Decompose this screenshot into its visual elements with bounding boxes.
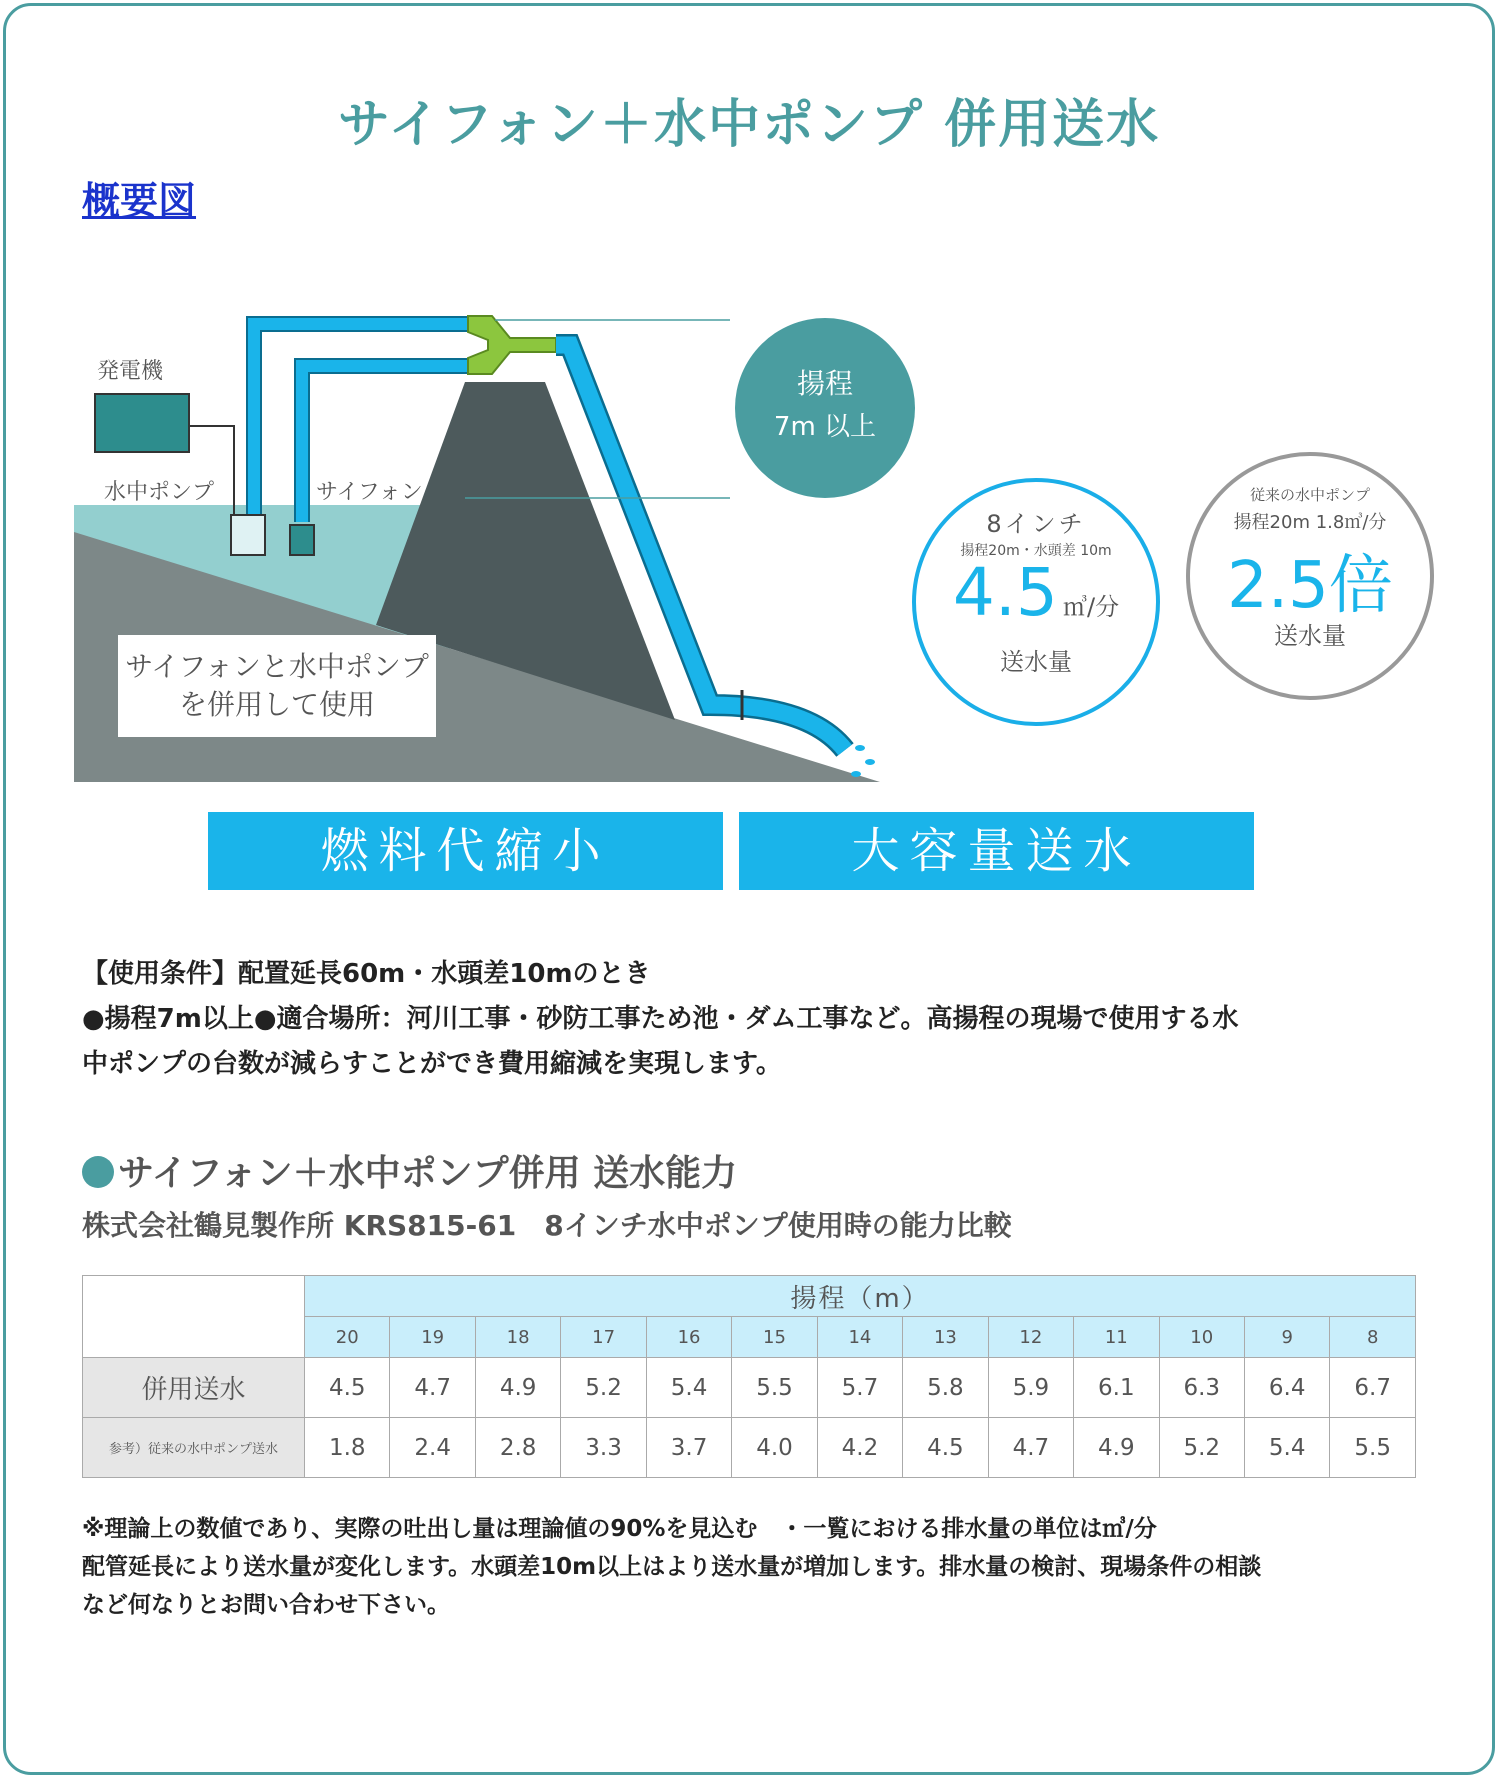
conditions-line1: 【使用条件】配置延長60m・水頭差10mのとき: [82, 959, 651, 989]
conditions-line2: ●揚程7m以上●適合場所：河川工事・砂防工事ため池・ダム工事など。高揚程の現場で使用する水: [82, 1004, 1239, 1034]
head-cell: 17: [561, 1317, 646, 1358]
value-cell: 5.2: [561, 1358, 646, 1418]
flow-circle-label: 送水量: [1000, 648, 1072, 676]
note-line3: など何なりとお問い合わせ下さい。: [82, 1592, 450, 1618]
head-cell: 15: [732, 1317, 817, 1358]
head-cell: 20: [305, 1317, 390, 1358]
head-cell: 10: [1159, 1317, 1244, 1358]
head-cell: 11: [1074, 1317, 1159, 1358]
value-cell: 5.5: [1330, 1418, 1416, 1478]
value-cell: 5.7: [817, 1358, 902, 1418]
head-cell: 18: [475, 1317, 560, 1358]
value-cell: 5.2: [1159, 1418, 1244, 1478]
diagram-caption: [118, 635, 436, 737]
table-row: [83, 1358, 1416, 1418]
head-cell: 14: [817, 1317, 902, 1358]
value-cell: 3.3: [561, 1418, 646, 1478]
value-cell: 4.9: [1074, 1418, 1159, 1478]
value-cell: 1.8: [305, 1418, 390, 1478]
table-corner: [83, 1276, 305, 1358]
generator-box: [95, 394, 189, 452]
value-cell: 3.7: [646, 1418, 731, 1478]
value-cell: 6.1: [1074, 1358, 1159, 1418]
flow-circle-unit: ㎥/分: [1062, 593, 1120, 621]
section-subtitle: 株式会社鶴見製作所 KRS815-61 8インチ水中ポンプ使用時の能力比較: [82, 1209, 1012, 1242]
section-heading-text: サイフォン＋水中ポンプ併用 送水能力: [118, 1153, 738, 1194]
head-bubble-line1: 揚程: [796, 367, 853, 400]
ratio-circle-line2: 揚程20m 1.8㎥/分: [1233, 512, 1387, 533]
flow-circle: [912, 478, 1160, 726]
bullet-dot-icon: [82, 1156, 114, 1188]
flow-circle-line1: 8インチ: [986, 510, 1086, 538]
banner-volume: 大容量送水: [739, 812, 1254, 890]
value-cell: 4.5: [305, 1358, 390, 1418]
value-cell: 2.4: [390, 1418, 475, 1478]
flow-circle-value: 4.5: [952, 554, 1058, 631]
conditions-line3: 中ポンプの台数が減らすことができ費用縮減を実現します。: [82, 1049, 782, 1079]
caption-line1: サイフォンと水中ポンプ: [125, 650, 429, 683]
value-cell: 4.0: [732, 1418, 817, 1478]
value-cell: 6.4: [1244, 1358, 1329, 1418]
value-cell: 4.7: [390, 1358, 475, 1418]
ratio-circle-label: 送水量: [1274, 622, 1346, 650]
head-cell: 9: [1244, 1317, 1329, 1358]
value-cell: 4.2: [817, 1418, 902, 1478]
value-cell: 6.7: [1330, 1358, 1416, 1418]
ratio-circle-line1: 従来の水中ポンプ: [1249, 486, 1370, 504]
table-header: 揚程（m）: [305, 1276, 1416, 1317]
head-bubble: [735, 318, 915, 498]
siphon-box: [290, 525, 314, 555]
value-cell: 5.5: [732, 1358, 817, 1418]
ratio-circle-value: 2.5倍: [1227, 549, 1393, 623]
row-label: 参考）従来の水中ポンプ送水: [83, 1418, 305, 1478]
row-label: 併用送水: [83, 1358, 305, 1418]
table-row: [83, 1418, 1416, 1478]
ratio-circle: [1186, 452, 1434, 700]
value-cell: 5.8: [903, 1358, 988, 1418]
y-connector: [468, 316, 556, 374]
flow-circle-line2: 揚程20m・水頭差 10m: [960, 543, 1112, 559]
value-cell: 4.7: [988, 1418, 1073, 1478]
caption-line2: を併用して使用: [178, 688, 375, 721]
section-heading: [82, 1145, 737, 1196]
siphon-label: サイフォン: [316, 480, 423, 505]
value-cell: 2.8: [475, 1418, 560, 1478]
value-cell: 4.5: [903, 1418, 988, 1478]
generator-label: 発電機: [97, 359, 164, 384]
note-line1: ※理論上の数値であり、実際の吐出し量は理論値の90%を見込む ・一覧における排水量の単位は㎥/分: [82, 1516, 1157, 1542]
capacity-table: [82, 1275, 1416, 1478]
pump-label: 水中ポンプ: [104, 480, 215, 505]
value-cell: 5.4: [646, 1358, 731, 1418]
head-bubble-line2: 7m 以上: [773, 412, 877, 442]
head-cell: 12: [988, 1317, 1073, 1358]
value-cell: 5.4: [1244, 1418, 1329, 1478]
note-line2: 配管延長により送水量が変化します。水頭差10m以上はより送水量が増加します。排水量の検討、現場条件の相談: [82, 1554, 1262, 1580]
value-cell: 5.9: [988, 1358, 1073, 1418]
page-title: サイフォン＋水中ポンプ 併用送水: [337, 95, 1161, 155]
value-cell: 4.9: [475, 1358, 560, 1418]
head-cell: 8: [1330, 1317, 1416, 1358]
banner-fuel: 燃料代縮小: [208, 812, 723, 890]
value-cell: 6.3: [1159, 1358, 1244, 1418]
head-cell: 13: [903, 1317, 988, 1358]
head-cell: 19: [390, 1317, 475, 1358]
head-cell: 16: [646, 1317, 731, 1358]
overview-link[interactable]: 概要図: [82, 179, 197, 223]
pump-box: [231, 515, 265, 555]
